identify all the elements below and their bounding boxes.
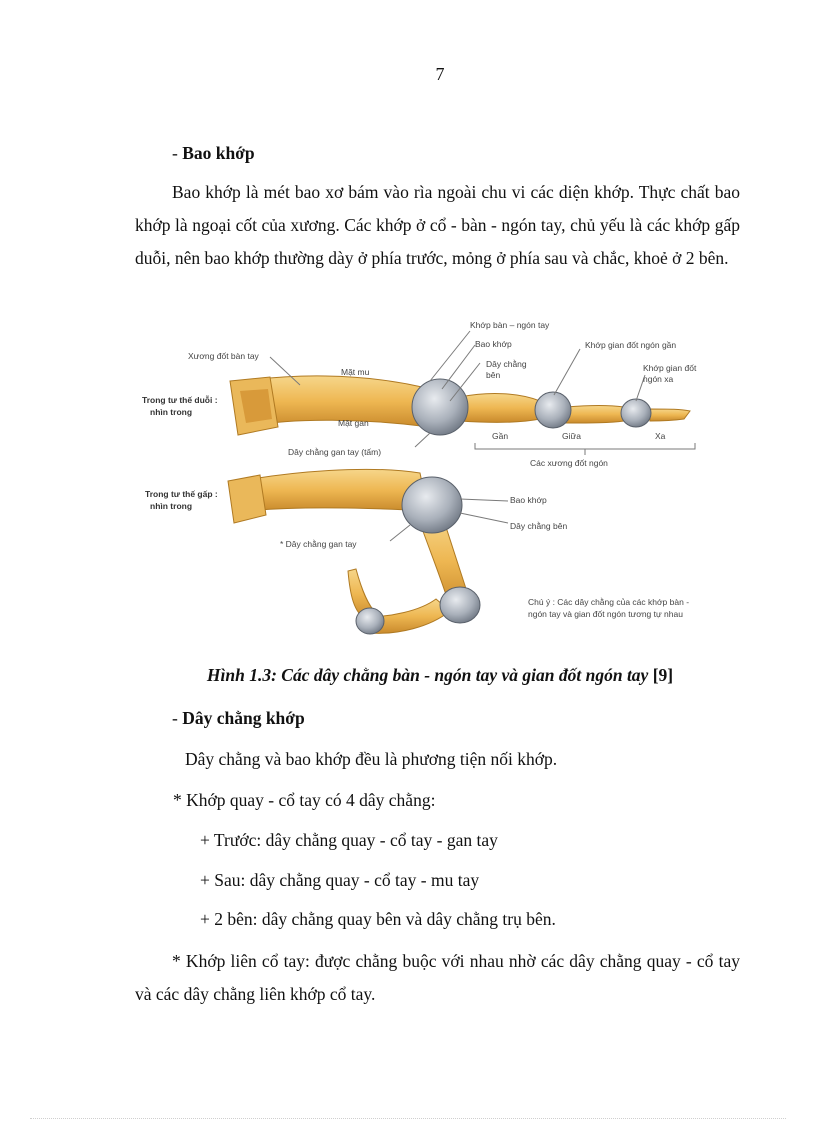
list-item: + Sau: dây chằng quay - cổ tay - mu tay (200, 870, 480, 890)
label-metacarpal-bone: Xương đốt bàn tay (188, 351, 259, 361)
capsule-paragraph: Bao khớp là mét bao xơ bám vào rìa ngoài chu vi các diện khớp. Thực chất bao khớp là ngoại cốt của xương. Các khớp ở cổ - bàn - ngón tay, chủ yếu là các khớp gấp duỗi, nên bao khớp thường dày ở phía trước, mỏng ở phía sau và chắc, khoẻ ở 2 bên. (135, 182, 740, 268)
label-middle: Giữa (562, 431, 581, 441)
ligament-intro: Dây chằng và bao khớp đều là phương tiện nối khớp. (185, 749, 558, 769)
finger-joint-figure (130, 315, 745, 650)
label-dip-joint-2: ngón xa (643, 374, 674, 384)
wrist-joint-heading: * Khớp quay - cổ tay có 4 dây chằng: (173, 790, 436, 810)
label-capsule-bottom: Bao khớp (510, 495, 547, 505)
note-line-2: ngón tay và gian đốt ngón tương tự nhau (528, 609, 683, 619)
list-item: + Trước: dây chằng quay - cổ tay - gan tay (200, 830, 498, 850)
heading-dash: - (172, 143, 183, 163)
label-capsule-top: Bao khớp (475, 339, 512, 349)
label-proximal: Gần (492, 431, 509, 441)
label-palmar-plate: Dây chằng gan tay (tấm) (288, 447, 382, 457)
note-line-1: Chú ý : Các dây chằng của các khớp bàn - (528, 597, 690, 607)
label-distal: Xa (655, 431, 666, 441)
heading-title: Dây chằng khớp (182, 708, 305, 728)
page-number: 7 (435, 64, 445, 84)
bottom-rule (30, 1118, 786, 1119)
label-collateral-top-1: Dây chằng (486, 359, 527, 369)
intercarpal-paragraph: * Khớp liên cổ tay: được chằng buộc với nhau nhờ các dây chằng quay - cổ tay và các dây chằng liên khớp cổ tay. (135, 951, 740, 1004)
caption-reference: [9] (648, 665, 674, 685)
label-pip-joint: Khớp gian đốt ngón gần (585, 340, 677, 350)
label-flexed-position: Trong tư thế gấp : (145, 489, 218, 499)
label-dip-joint-1: Khớp gian đốt (643, 363, 697, 373)
label-medial-view-1: nhìn trong (150, 407, 193, 417)
label-dorsal-surface: Mặt mu (341, 367, 370, 377)
caption-text: Hình 1.3: Các dây chằng bàn - ngón tay và gian đốt ngón tay (206, 665, 649, 685)
flexed-finger-illustration (228, 469, 480, 634)
label-mcp-joint: Khớp bàn – ngón tay (470, 320, 550, 330)
label-palmar-surface: Mặt gan (338, 418, 369, 428)
figure-caption (0, 665, 816, 686)
label-medial-view-2: nhìn trong (150, 501, 193, 511)
section-heading-ligament (172, 702, 732, 735)
label-palmar-ligament-bottom: * Dây chằng gan tay (280, 539, 357, 549)
section-heading-capsule (172, 137, 732, 170)
label-phalanges: Các xương đốt ngón (530, 458, 608, 468)
heading-title: Bao khớp (182, 143, 255, 163)
label-collateral-top-2: bên (486, 370, 501, 380)
label-collateral-bottom: Dây chằng bên (510, 521, 568, 531)
list-item: + 2 bên: dây chằng quay bên và dây chằng trụ bên. (200, 909, 556, 929)
heading-dash: - (172, 708, 183, 728)
label-extended-position: Trong tư thế duỗi : (142, 395, 218, 405)
extended-finger-illustration (230, 376, 690, 435)
